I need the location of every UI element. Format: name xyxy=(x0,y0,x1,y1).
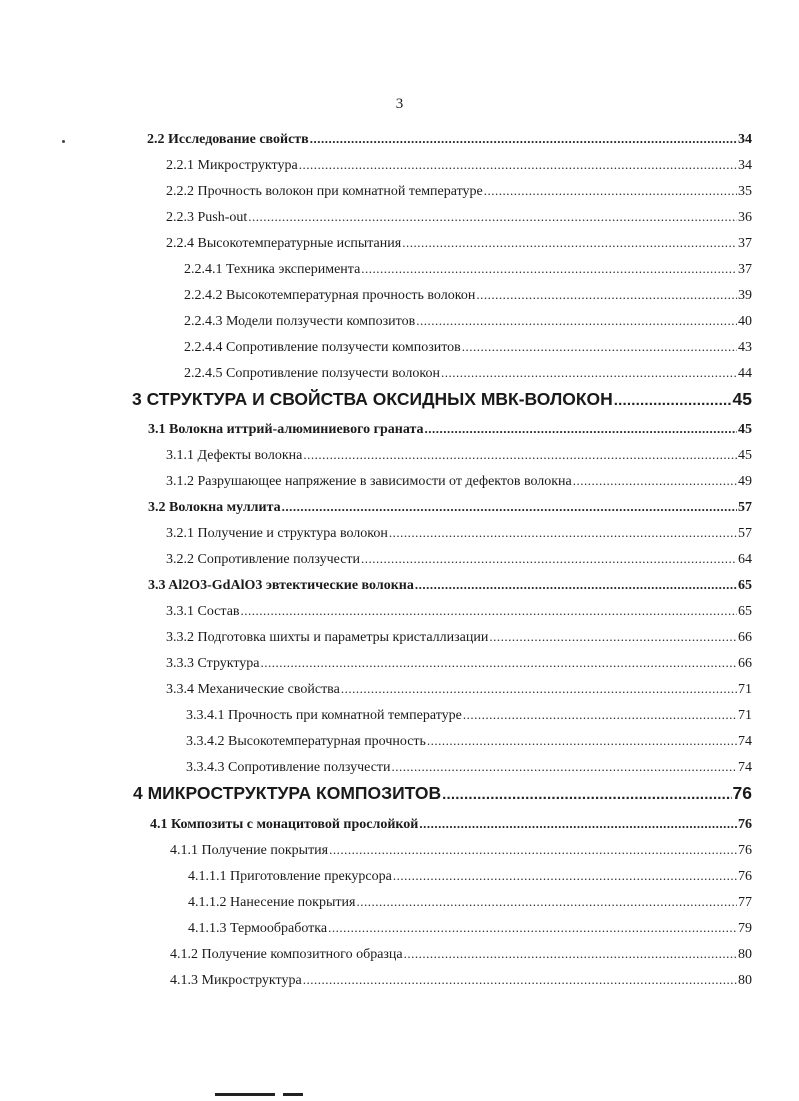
toc-number: 3 xyxy=(132,389,142,409)
toc-number: 2.2.2 xyxy=(166,184,194,199)
toc-entry-3-2-1[interactable] xyxy=(166,525,752,542)
toc-page: 34 xyxy=(738,158,752,173)
dot-leader xyxy=(361,261,737,277)
toc-title: Приготовление прекурсора xyxy=(230,869,392,884)
toc-page: 49 xyxy=(738,474,752,489)
toc-title: Получение и структура волокон xyxy=(197,526,388,541)
dot-leader xyxy=(442,786,731,803)
toc-number: 3.3.4.2 xyxy=(186,734,225,749)
toc-page: 74 xyxy=(738,734,752,749)
toc-entry-3-1-2[interactable] xyxy=(166,473,752,490)
toc-title: Высокотемпературная прочность волокон xyxy=(226,288,476,303)
toc-page: 77 xyxy=(738,895,752,910)
dot-leader xyxy=(573,473,737,489)
toc-number: 3.1.2 xyxy=(166,474,194,489)
toc-page: 65 xyxy=(738,604,752,619)
dot-leader xyxy=(261,655,737,671)
toc-number: 2.2.4.5 xyxy=(184,366,223,381)
toc-title: Подготовка шихты и параметры кристаллизации xyxy=(197,630,489,645)
toc-page: 76 xyxy=(738,869,752,884)
toc-page: 65 xyxy=(738,578,752,593)
dot-leader xyxy=(484,183,737,199)
dot-leader xyxy=(329,842,737,858)
toc-title: Состав xyxy=(197,604,240,619)
dot-leader xyxy=(299,157,737,173)
toc-page: 80 xyxy=(738,973,752,988)
toc-page: 80 xyxy=(738,947,752,962)
toc-title: СТРУКТУРА И СВОЙСТВА ОКСИДНЫХ МВК-ВОЛОКОН xyxy=(146,389,613,409)
dot-leader xyxy=(361,551,737,567)
toc-entry-3-2[interactable] xyxy=(148,499,752,516)
toc-title: Высокотемпературная прочность xyxy=(228,734,426,749)
toc-entry-2-2-4-1[interactable] xyxy=(184,261,752,278)
scan-mark xyxy=(283,1093,303,1096)
toc-entry-4-1[interactable] xyxy=(150,816,752,833)
toc-page: 76 xyxy=(738,817,752,832)
toc-number: 3.3.3 xyxy=(166,656,194,671)
toc-number: 2.2.4.1 xyxy=(184,262,223,277)
toc-page: 45 xyxy=(738,422,752,437)
toc-entry-3-3[interactable] xyxy=(148,577,752,594)
toc-page: 71 xyxy=(738,708,752,723)
dot-leader xyxy=(402,235,737,251)
toc-title: Получение покрытия xyxy=(201,843,329,858)
toc-page: 37 xyxy=(738,262,752,277)
dot-leader xyxy=(416,313,737,329)
toc-number: 3.1.1 xyxy=(166,448,194,463)
dot-leader xyxy=(463,707,737,723)
dot-leader xyxy=(328,920,737,936)
toc-number: 2.2.1 xyxy=(166,158,194,173)
toc-entry-3-1-1[interactable] xyxy=(166,447,752,464)
toc-number: 2.2.3 xyxy=(166,210,194,225)
toc-entry-4-1-2[interactable] xyxy=(170,946,752,963)
toc-number: 3.3 xyxy=(148,578,166,593)
toc-number: 2.2 xyxy=(147,132,165,147)
toc-number: 3.1 xyxy=(148,422,166,437)
toc-number: 3.2.2 xyxy=(166,552,194,567)
toc-number: 2.2.4.2 xyxy=(184,288,223,303)
toc-page: 43 xyxy=(738,340,752,355)
toc-page: 71 xyxy=(738,682,752,697)
toc-entry-3-3-4-1[interactable] xyxy=(186,707,752,724)
toc-entry-2-2-4[interactable] xyxy=(166,235,752,252)
toc-title: Модели ползучести композитов xyxy=(226,314,416,329)
toc-number: 4.1.2 xyxy=(170,947,198,962)
toc-page: 39 xyxy=(738,288,752,303)
toc-entry-2-2-4-4[interactable] xyxy=(184,339,752,356)
toc-number: 4.1.1.3 xyxy=(188,921,227,936)
toc-title: Нанесение покрытия xyxy=(230,895,356,910)
toc-title: Сопротивление ползучести композитов xyxy=(226,340,461,355)
toc-entry-3-2-2[interactable] xyxy=(166,551,752,568)
toc-title: Микроструктура xyxy=(197,158,298,173)
toc-number: 2.2.4.4 xyxy=(184,340,223,355)
dot-leader xyxy=(393,868,737,884)
dot-leader xyxy=(404,946,737,962)
toc-title: Дефекты волокна xyxy=(197,448,303,463)
toc-page: 57 xyxy=(738,500,752,515)
toc-number: 3.2.1 xyxy=(166,526,194,541)
toc-title: Исследование свойств xyxy=(168,132,309,147)
toc-number: 3.3.1 xyxy=(166,604,194,619)
dot-leader xyxy=(427,733,737,749)
toc-page: 66 xyxy=(738,656,752,671)
dot-leader xyxy=(310,131,737,147)
toc-entry-3-3-4-3[interactable] xyxy=(186,759,752,776)
toc-entry-2-2-1[interactable] xyxy=(166,157,752,174)
toc-title: МИКРОСТРУКТУРА КОМПОЗИТОВ xyxy=(147,783,442,803)
toc-entry-4-1-1-3[interactable] xyxy=(188,920,752,937)
toc-chapter-4[interactable] xyxy=(133,783,752,804)
toc-page: 36 xyxy=(738,210,752,225)
toc-number: 3.3.4.1 xyxy=(186,708,225,723)
toc-page: 45 xyxy=(738,448,752,463)
toc-page: 66 xyxy=(738,630,752,645)
toc-entry-3-3-3[interactable] xyxy=(166,655,752,672)
dot-leader xyxy=(415,577,737,593)
toc-entry-4-1-1-1[interactable] xyxy=(188,868,752,885)
toc-title: Сопротивление ползучести xyxy=(197,552,361,567)
toc-entry-2-2-4-2[interactable] xyxy=(184,287,752,304)
toc-entry-3-3-4[interactable] xyxy=(166,681,752,698)
toc-title: Композиты с монацитовой прослойкой xyxy=(171,817,419,832)
toc-page: 74 xyxy=(738,760,752,775)
toc-title: Al2O3-GdAlO3 эвтектические волокна xyxy=(168,578,414,593)
toc-title: Высокотемпературные испытания xyxy=(197,236,402,251)
toc-entry-2-2[interactable] xyxy=(147,131,752,148)
toc-title: Техника эксперимента xyxy=(226,262,361,277)
toc-entry-4-1-3[interactable] xyxy=(170,972,752,989)
toc-title: Структура xyxy=(197,656,260,671)
page-number: 3 xyxy=(395,96,404,112)
toc-chapter-3[interactable] xyxy=(132,389,752,410)
toc-page: 44 xyxy=(738,366,752,381)
toc-number: 4.1 xyxy=(150,817,168,832)
toc-title: Прочность при комнатной температуре xyxy=(228,708,462,723)
toc-number: 3.3.2 xyxy=(166,630,194,645)
toc-number: 4.1.1.2 xyxy=(188,895,227,910)
toc-page: 40 xyxy=(738,314,752,329)
toc-entry-2-2-3[interactable] xyxy=(166,209,752,226)
dot-leader xyxy=(356,894,737,910)
toc-page: 35 xyxy=(738,184,752,199)
dot-leader xyxy=(341,681,737,697)
toc-number: 3.3.4.3 xyxy=(186,760,225,775)
scan-mark xyxy=(215,1093,275,1096)
toc-number: 4.1.1 xyxy=(170,843,198,858)
toc-number: 4.1.1.1 xyxy=(188,869,227,884)
toc-page: 76 xyxy=(738,843,752,858)
dot-leader xyxy=(241,603,737,619)
toc-number: 4 xyxy=(133,783,143,803)
dot-leader xyxy=(303,972,737,988)
dot-leader xyxy=(489,629,737,645)
dot-leader xyxy=(462,339,737,355)
toc-entry-3-3-1[interactable] xyxy=(166,603,752,620)
toc-page: 64 xyxy=(738,552,752,567)
dot-leader xyxy=(303,447,737,463)
dot-leader xyxy=(389,525,737,541)
toc-number: 3.3.4 xyxy=(166,682,194,697)
toc-number: 2.2.4.3 xyxy=(184,314,223,329)
toc-title: Механические свойства xyxy=(197,682,340,697)
toc-title: Получение композитного образца xyxy=(201,947,403,962)
dot-leader xyxy=(419,816,737,832)
scan-speck xyxy=(62,140,65,143)
toc-title: Сопротивление ползучести волокон xyxy=(226,366,440,381)
toc-title: Прочность волокон при комнатной температуре xyxy=(197,184,483,199)
toc-title: Push-out xyxy=(197,210,248,225)
toc-title: Разрушающее напряжение в зависимости от дефектов волокна xyxy=(197,474,572,489)
dot-leader xyxy=(248,209,737,225)
toc-entry-3-1[interactable] xyxy=(148,421,752,438)
toc-entry-3-3-4-2[interactable] xyxy=(186,733,752,750)
toc-page: 34 xyxy=(738,132,752,147)
toc-title: Волокна иттрий-алюминиевого граната xyxy=(169,422,424,437)
toc-title: Микроструктура xyxy=(201,973,302,988)
toc-title: Термообработка xyxy=(230,921,328,936)
toc-entry-3-3-2[interactable] xyxy=(166,629,752,646)
toc-page: 76 xyxy=(732,783,752,803)
toc-entry-2-2-4-5[interactable] xyxy=(184,365,752,382)
toc-entry-4-1-1[interactable] xyxy=(170,842,752,859)
toc-title: Волокна муллита xyxy=(169,500,281,515)
toc-title: Сопротивление ползучести xyxy=(228,760,391,775)
dot-leader xyxy=(282,499,737,515)
toc-page: 79 xyxy=(738,921,752,936)
toc-number: 3.2 xyxy=(148,500,166,515)
toc-entry-2-2-4-3[interactable] xyxy=(184,313,752,330)
dot-leader xyxy=(392,759,737,775)
toc-number: 2.2.4 xyxy=(166,236,194,251)
toc-entry-4-1-1-2[interactable] xyxy=(188,894,752,911)
dot-leader xyxy=(476,287,737,303)
dot-leader xyxy=(614,392,732,409)
dot-leader xyxy=(425,421,737,437)
toc-page: 45 xyxy=(732,389,752,409)
toc-page: 37 xyxy=(738,236,752,251)
toc-page: 57 xyxy=(738,526,752,541)
toc-number: 4.1.3 xyxy=(170,973,198,988)
toc-entry-2-2-2[interactable] xyxy=(166,183,752,200)
dot-leader xyxy=(441,365,737,381)
